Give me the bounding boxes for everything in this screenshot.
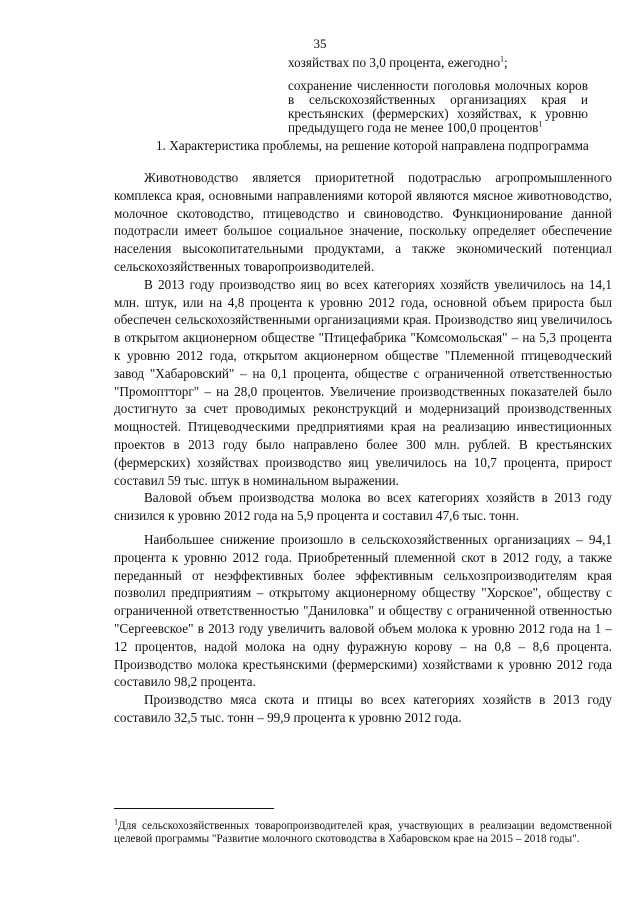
list-item-2-text: сохранение численности поголовья молочных коров в сельскохозяйственных организациях края и крестьянских (фермерских) хозяйствах, к уровню предыдущего года не менее 100,0 процентов (288, 78, 588, 135)
target-list-item-1 (288, 56, 588, 70)
footnote-ref: 1 (500, 54, 505, 64)
footnote (114, 817, 612, 845)
body-text (114, 169, 612, 727)
footnote-text: Для сельскохозяйственных товаропроизводителей края, участвующих в реализации ведомственной целевой программы "Развитие молочного скотоводства в Хабаровском крае на 2015 – 2018 годы". (114, 820, 612, 845)
footnote-mark: 1 (114, 817, 118, 827)
page-number: 35 (313, 36, 327, 51)
paragraph-4: Наибольшее снижение произошло в сельскохозяйственных организациях – 94,1 процента к уровню 2012 года. Приобретенный племенной скот в 2012 году, а также переданный от неэффективных более эффективным сельхозпроизводителям края позволил предприятиям – открытому акционерному обществу "Хорское", обществу с ограниченной ответственностью "Даниловка" и обществу с ограниченной отвенностью "Сергеевское" в 2013 году увеличить валовой объем молока к уровню 2012 года на 1 – 12 процентов, надой молока на одну фуражную корову – на 0,8 – 8,6 процента. Производство молока крестьянскими (фермерскими) хозяйствами к уровню 2012 года составило 98,2 процента. (114, 531, 612, 690)
paragraph-3: Валовой объем производства молока во всех категориях хозяйств в 2013 году снизился к уровню 2012 года на 5,9 процента и составил 47,6 тыс. тонн. (114, 490, 612, 524)
paragraph-5: Производство мяса скота и птицы во всех категориях хозяйств в 2013 году составило 32,5 тыс. тонн – 99,9 процента к уровню 2012 года. (114, 692, 612, 725)
footnote-divider (114, 808, 274, 809)
section-heading: 1. Характеристика проблемы, на решение которой направлена подпрограмма (156, 138, 589, 153)
target-list-item-2 (288, 79, 588, 135)
list-item-1-end: ; (504, 55, 508, 70)
list-item-1-text: хозяйствах по 3,0 процента, ежегодно (288, 55, 501, 70)
paragraph-1: Животноводство является приоритетной подотраслью агропромышленного комплекса края, основными направлениями которой являются мясное животноводство, молочное скотоводство, птицеводство и свиноводство. Функционирование данной подотрасли имеет большое социальное значение, поскольку определяет обеспечение населения высокопитательными продуктами, а также экономический потенциал сельскохозяйственных товаропроизводителей. (114, 170, 612, 274)
footnote-ref-2: 1 (538, 119, 543, 129)
paragraph-2: В 2013 году производство яиц во всех категориях хозяйств увеличилось на 14,1 млн. штук, или на 4,8 процента к уровню 2012 года, основной объем прироста был обеспечен сельскохозяйственными организациями края. Производство яиц увеличилось в открытом акционерном обществе "Птицефабрика "Комсомольская" – на 5,3 процента к уровню 2012 года, открытом акционерном обществе "Племенной птицеводческий завод "Хабаровский" – на 0,1 процента, обществе с ограниченной ответственностью "Промоптторг" – на 28,0 процентов. Увеличение производственных показателей было достигнуто за счет проводимых реконструкций и модернизаций производственных мощностей. Птицеводческими предприятиями края на реализацию инвестиционных проектов в 2013 году было направлено более 300 млн. рублей. В крестьянских (фермерских) хозяйствах производство яиц увеличилось на 10,7 процента, прирост составил 59 тыс. штук в номинальном выражении. (114, 276, 612, 488)
